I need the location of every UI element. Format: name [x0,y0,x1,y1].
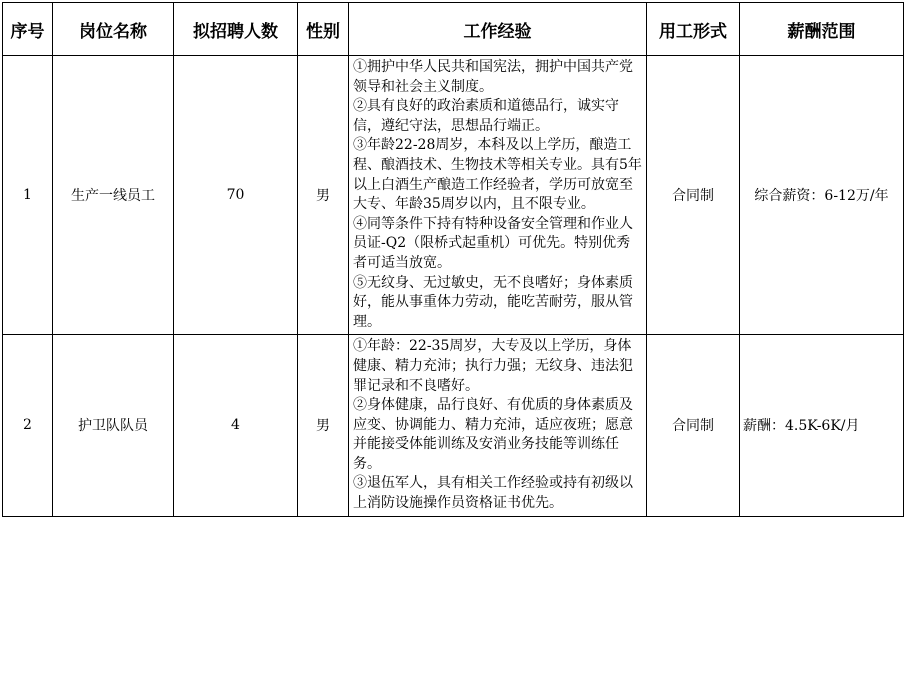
experience-item: ③年龄22-28周岁，本科及以上学历，酿造工程、酿酒技术、生物技术等相关专业。具有5年以上白酒生产酿造工作经验者，学历可放宽至大专、年龄35周岁以内，且不限专业。 [353,137,642,213]
row-salary: 综合薪资：6-12万/年 [740,56,904,335]
row-position: 生产一线员工 [53,56,174,335]
row-gender: 男 [298,56,349,335]
row-experience [349,335,647,516]
experience-item: ①年龄：22-35周岁，大专及以上学历，身体健康、精力充沛；执行力强；无纹身、违法犯罪记录和不良嗜好。 [353,338,633,394]
row-employment: 合同制 [647,56,740,335]
row-employment: 合同制 [647,335,740,516]
header-experience: 工作经验 [349,3,647,56]
experience-item: ⑤无纹身、无过敏史，无不良嗜好；身体素质好，能从事重体力劳动，能吃苦耐劳，服从管理。 [353,274,633,330]
header-no: 序号 [3,3,53,56]
row-count: 4 [174,335,298,516]
recruitment-table [2,2,904,517]
experience-item: ③退伍军人，具有相关工作经验或持有初级以上消防设施操作员资格证书优先。 [353,475,633,512]
row-gender: 男 [298,335,349,516]
header-row [3,3,904,56]
row-experience [349,56,647,335]
row-salary: 薪酬：4.5K-6K/月 [740,335,904,516]
header-gender: 性别 [298,3,349,56]
row-position: 护卫队队员 [53,335,174,516]
header-position: 岗位名称 [53,3,174,56]
row-count: 70 [174,56,298,335]
table-row [3,56,904,335]
experience-item: ①拥护中华人民共和国宪法，拥护中国共产党领导和社会主义制度。 [353,59,633,95]
experience-item: ②身体健康，品行良好、有优质的身体素质及应变、协调能力、精力充沛，适应夜班；愿意并能接受体能训练及安消业务技能等训练任务。 [353,397,633,472]
experience-item: ④同等条件下持有特种设备安全管理和作业人员证-Q2（限桥式起重机）可优先。特别优秀者可适当放宽。 [353,215,633,271]
row-no: 1 [3,56,53,335]
experience-item: ②具有良好的政治素质和道德品行，诚实守信，遵纪守法，思想品行端正。 [353,98,619,134]
header-employment: 用工形式 [647,3,740,56]
header-salary: 薪酬范围 [740,3,904,56]
row-no: 2 [3,335,53,516]
table-row [3,335,904,516]
header-count: 拟招聘人数 [174,3,298,56]
